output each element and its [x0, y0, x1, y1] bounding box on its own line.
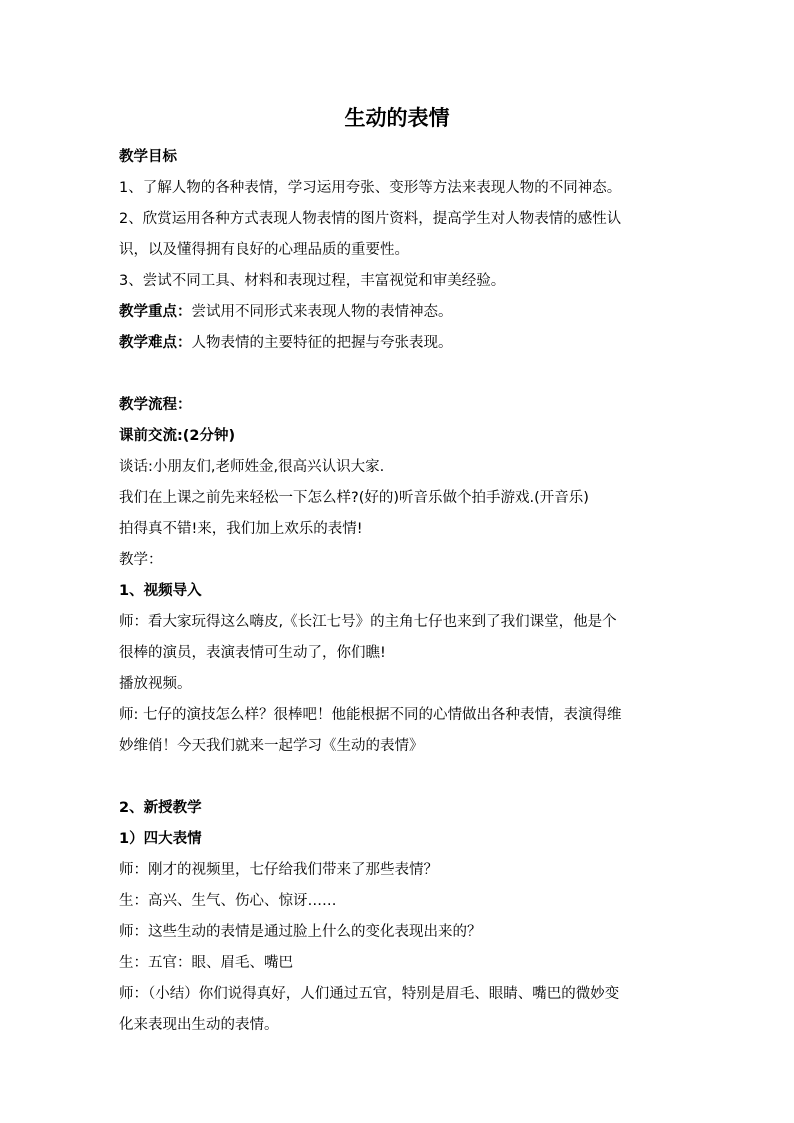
section-1-line-3: 播放视频。	[119, 676, 192, 692]
goal-2-line-1: 2、欣赏运用各种方式表现人物表情的图片资料，提高学生对人物表情的感性认	[119, 211, 622, 227]
key-point-label: 教学重点：	[119, 304, 192, 320]
pre-class-heading: 课前交流:(2分钟)	[119, 428, 236, 444]
section-1-line-4: 师: 七仔的演技怎么样？很棒吧！他能根据不同的心情做出各种表情，表演得维	[119, 707, 622, 723]
section-1-line-1: 师：看大家玩得这么嗨皮,《长江七号》的主角七仔也来到了我们课堂，他是个	[119, 614, 617, 630]
section-2-line-6: 化来表现出生动的表情。	[119, 1017, 279, 1033]
pre-class-line-1: 谈话:小朋友们,老师姓金,很高兴认识大家.	[119, 459, 385, 475]
difficulty-label: 教学难点：	[119, 335, 192, 351]
section-2-line-2: 生：高兴、生气、伤心、惊讶……	[119, 893, 337, 909]
pre-class-line-2: 我们在上课之前先来轻松一下怎么样?(好的)听音乐做个拍手游戏.(开音乐)	[119, 490, 589, 506]
pre-class-line-3: 拍得真不错!来，我们加上欢乐的表情!	[119, 521, 363, 537]
section-2-line-1: 师：刚才的视频里，七仔给我们带来了那些表情？	[119, 862, 438, 878]
key-point	[119, 297, 679, 328]
flow-heading: 教学流程：	[119, 397, 192, 413]
difficulty-text: 人物表情的主要特征的把握与夸张表现。	[191, 335, 453, 351]
section-1-line-2: 很棒的演员，表演表情可生动了，你们瞧!	[119, 645, 386, 661]
section-2-line-5: 师：（小结）你们说得真好，人们通过五官，特别是眉毛、眼睛、嘴巴的微妙变	[119, 986, 620, 1002]
goals-heading: 教学目标	[119, 149, 177, 165]
teaching-label: 教学：	[119, 552, 163, 568]
section-2-line-3: 师：这些生动的表情是通过脸上什么的变化表现出来的？	[119, 924, 482, 940]
subsection-1-heading: 1）四大表情	[119, 831, 202, 847]
goal-1: 1、了解人物的各种表情，学习运用夸张、变形等方法来表现人物的不同神态。	[119, 180, 622, 196]
section-1-heading: 1、视频导入	[119, 583, 202, 599]
section-2-heading: 2、新授教学	[119, 800, 202, 816]
document-body	[119, 142, 679, 1041]
key-point-text: 尝试用不同形式来表现人物的表情神态。	[191, 304, 453, 320]
goal-3: 3、尝试不同工具、材料和表现过程，丰富视觉和审美经验。	[119, 273, 506, 289]
section-2-line-4: 生：五官：眼、眉毛、嘴巴	[119, 955, 293, 971]
section-1-line-5: 妙维俏！今天我们就来一起学习《生动的表情》	[119, 738, 424, 754]
blank-line	[119, 762, 679, 793]
difficulty-point	[119, 328, 679, 359]
goal-2-line-2: 识，以及懂得拥有良好的心理品质的重要性。	[119, 242, 409, 258]
document-title: 生动的表情	[344, 106, 450, 130]
blank-line	[119, 359, 679, 390]
